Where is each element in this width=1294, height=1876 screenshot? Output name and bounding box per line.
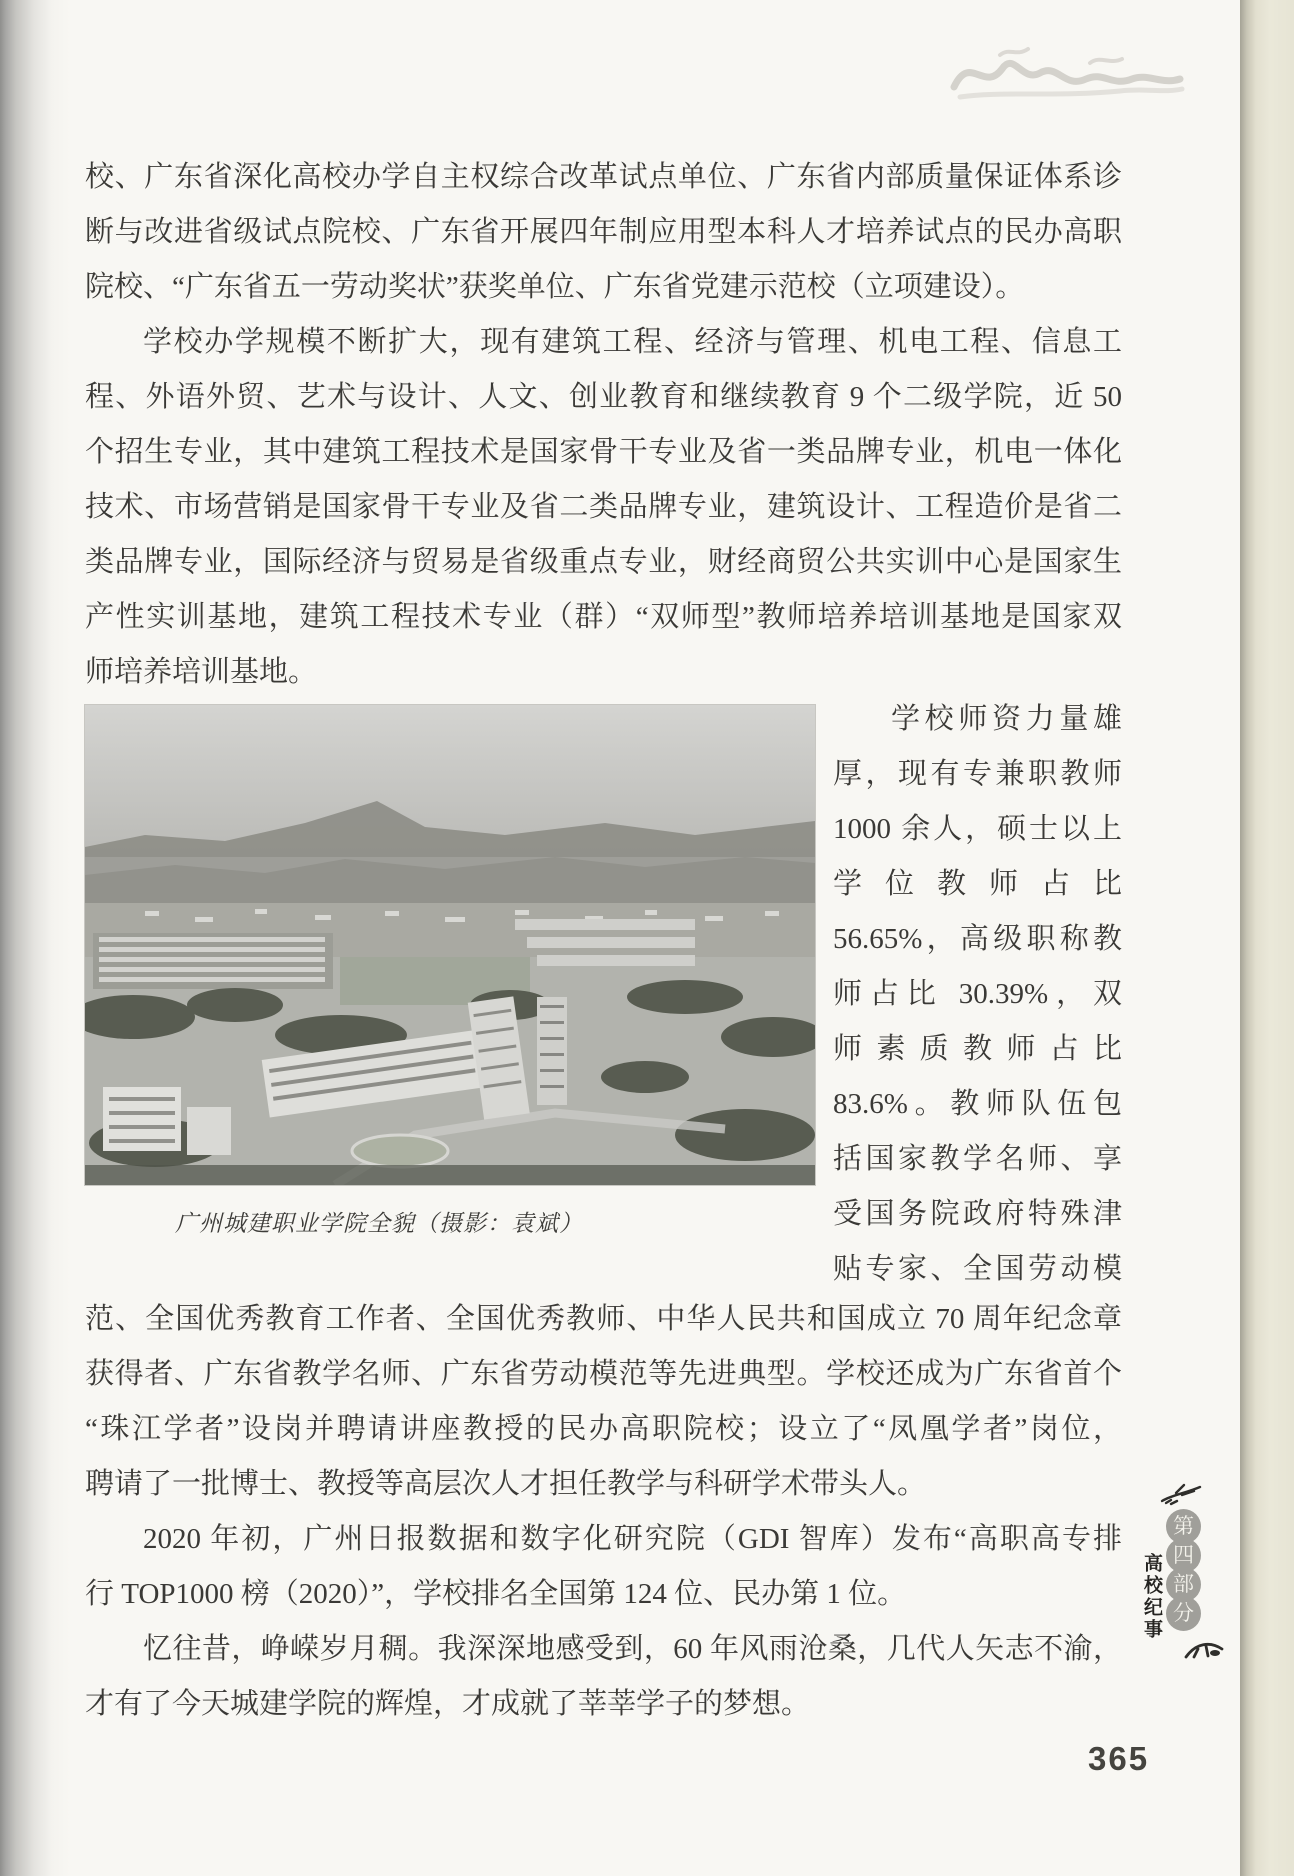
section-category-label: 高校纪事 [1141, 1553, 1162, 1641]
text-line: 括国家教学名师、享 [833, 1143, 1122, 1175]
text-line: 程、外语外贸、艺术与设计、人文、创业教育和继续教育 9 个二级学院，近 50 [85, 381, 1122, 413]
text-line: 聘请了一批博士、教授等高层次人才担任教学与科研学术带头人。 [85, 1468, 927, 1500]
text-line: 产性实训基地，建筑工程技术专业（群）“双师型”教师培养培训基地是国家双 [85, 601, 1122, 633]
figure-block [85, 700, 1122, 1292]
text-line: 2020 年初，广州日报数据和数字化研究院（GDI 智库）发布“高职高专排 [143, 1523, 1122, 1555]
text-line: 师素质教师占比 [833, 1033, 1122, 1065]
text-line: 校、广东省深化高校办学自主权综合改革试点单位、广东省内部质量保证体系诊 [85, 161, 1122, 193]
text-line: 才有了今天城建学院的辉煌，才成就了莘莘学子的梦想。 [85, 1688, 811, 1720]
text-line: “珠江学者”设岗并聘请讲座教授的民办高职院校；设立了“凤凰学者”岗位， [85, 1413, 1122, 1445]
badge-char: 部 [1173, 1572, 1194, 1596]
ink-insect-icon [1158, 1481, 1204, 1507]
photo-caption: 广州城建职业学院全貌（摄影：袁斌） [175, 1211, 583, 1236]
text-line: 1000 余人，硕士以上 [833, 813, 1122, 845]
text-line: 56.65%，高级职称教 [833, 923, 1122, 955]
text-line: 院校、“广东省五一劳动奖状”获奖单位、广东省党建示范校（立项建设）。 [85, 271, 1025, 303]
badge-char: 分 [1173, 1601, 1194, 1625]
section-char-badge [1166, 1596, 1201, 1631]
paragraph-1 [85, 150, 1122, 315]
section-tab [1130, 1475, 1240, 1685]
text-line: 贴专家、全国劳动模 [833, 1253, 1122, 1285]
text-line: 学校办学规模不断扩大，现有建筑工程、经济与管理、机电工程、信息工 [143, 326, 1122, 358]
text-line: 个招生专业，其中建筑工程技术是国家骨干专业及省一类品牌专业，机电一体化 [85, 436, 1122, 468]
text-line: 受国务院政府特殊津 [833, 1198, 1122, 1230]
campus-aerial-photo-art [85, 705, 815, 1185]
pencil-scribble-icon [940, 35, 1200, 115]
paragraph-2 [85, 315, 1122, 700]
ink-insect-icon [1182, 1633, 1226, 1663]
paragraph-4 [85, 1512, 1122, 1622]
text-line: 断与改进省级试点院校、广东省开展四年制应用型本科人才培养试点的民办高职 [85, 216, 1122, 248]
text-line: 师培养培训基地。 [85, 656, 318, 688]
text-line: 忆往昔，峥嵘岁月稠。我深深地感受到，60 年风雨沧桑，几代人矢志不渝， [143, 1633, 1122, 1665]
text-line: 类品牌专业，国际经济与贸易是省级重点专业，财经商贸公共实训中心是国家生 [85, 546, 1122, 578]
campus-aerial-photo [85, 705, 815, 1185]
page-content [85, 150, 1122, 1732]
text-line: 厚，现有专兼职教师 [833, 758, 1122, 790]
book-page-edge [1240, 0, 1294, 1876]
text-line: 学位教师占比 [833, 868, 1122, 900]
page-number: 365 [1088, 1740, 1150, 1777]
paragraph-5 [85, 1622, 1122, 1732]
badge-char: 第 [1173, 1514, 1194, 1538]
text-beside-photo [833, 692, 1122, 1297]
paragraph-3 [85, 1292, 1122, 1512]
badge-char: 四 [1173, 1543, 1194, 1567]
text-line: 师占比 30.39%，双 [833, 978, 1122, 1010]
text-line: 83.6%。教师队伍包 [833, 1088, 1122, 1120]
text-line: 学校师资力量雄 [891, 703, 1122, 735]
text-line: 获得者、广东省教学名师、广东省劳动模范等先进典型。学校还成为广东省首个 [85, 1358, 1122, 1390]
section-badge-stack [1166, 1509, 1201, 1625]
page-gutter-shadow [0, 0, 70, 1876]
text-line: 范、全国优秀教育工作者、全国优秀教师、中华人民共和国成立 70 周年纪念章 [85, 1303, 1122, 1335]
text-line: 行 TOP1000 榜（2020）”，学校排名全国第 124 位、民办第 1 位。 [85, 1578, 907, 1610]
text-line: 技术、市场营销是国家骨干专业及省二类品牌专业，建筑设计、工程造价是省二 [85, 491, 1122, 523]
